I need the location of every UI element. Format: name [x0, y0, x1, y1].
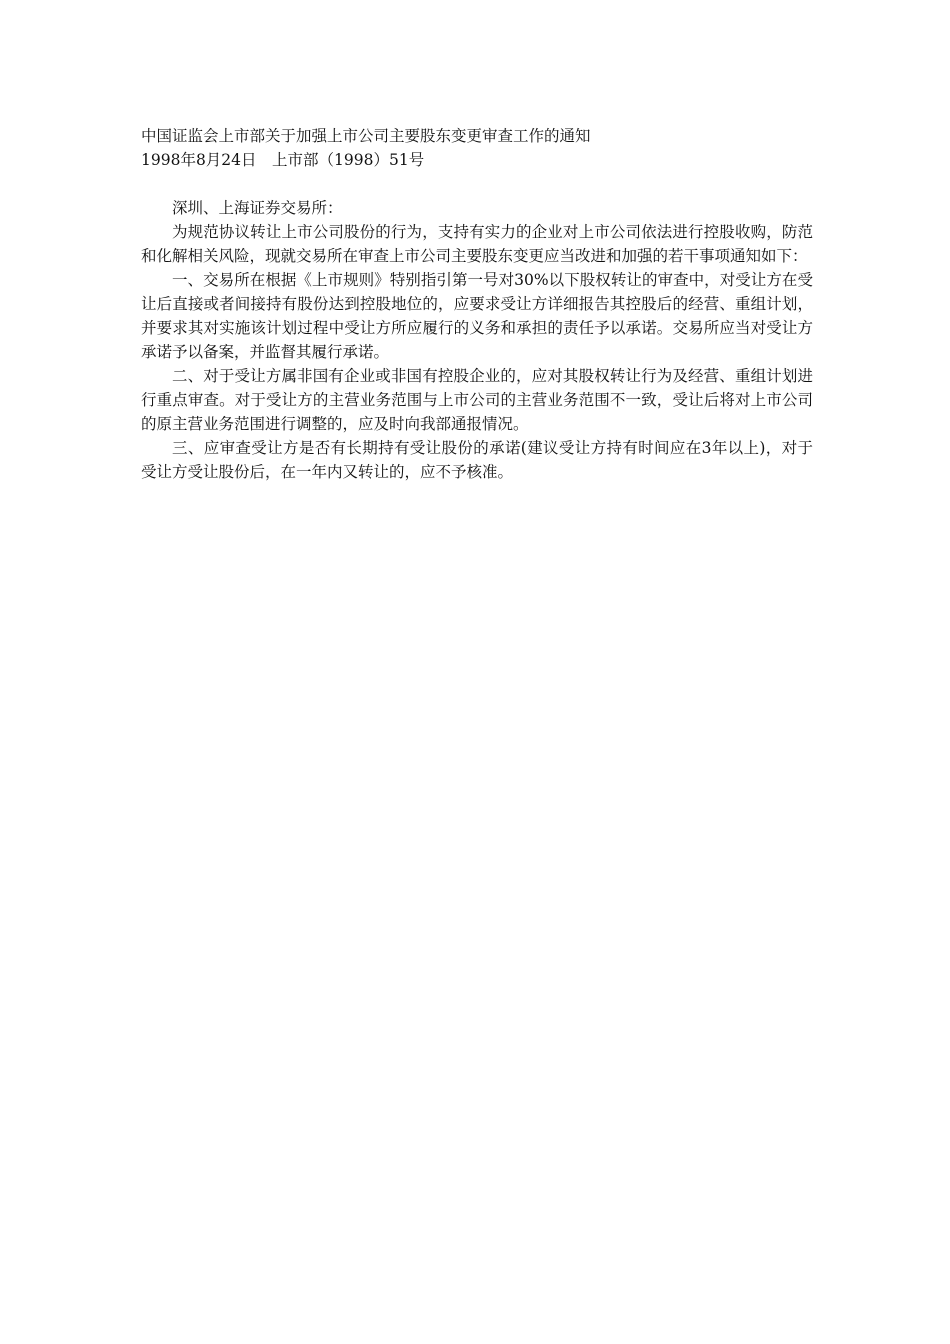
- paragraph-item-2: 二、对于受让方属非国有企业或非国有控股企业的，应对其股权转让行为及经营、重组计划进行重点审查。对于受让方的主营业务范围与上市公司的主营业务范围不一致，受让后将对上市公司的原主营业务范围进行调整的，应及时向我部通报情况。: [141, 367, 813, 433]
- document-title: 中国证监会上市部关于加强上市公司主要股东变更审查工作的通知: [141, 127, 591, 145]
- document-date-reference: 1998年8月24日 上市部（1998）51号: [141, 151, 425, 169]
- addressee: 深圳、上海证券交易所：: [172, 199, 343, 217]
- paragraph-item-1: 一、交易所在根据《上市规则》特别指引第一号对30%以下股权转让的审查中，对受让方在受让后直接或者间接持有股份达到控股地位的，应要求受让方详细报告其控股后的经营、重组计划，并要求其对实施该计划过程中受让方所应履行的义务和承担的责任予以承诺。交易所应当对受让方承诺予以备案，并监督其履行承诺。: [141, 271, 813, 361]
- document-body: [141, 124, 813, 484]
- paragraph-intro: 为规范协议转让上市公司股份的行为，支持有实力的企业对上市公司依法进行控股收购，防范和化解相关风险，现就交易所在审查上市公司主要股东变更应当改进和加强的若干事项通知如下：: [141, 223, 813, 265]
- blank-line: [141, 172, 813, 196]
- paragraph-item-3: 三、应审查受让方是否有长期持有受让股份的承诺(建议受让方持有时间应在3年以上)，对于受让方受让股份后，在一年内又转让的，应不予核准。: [141, 439, 813, 481]
